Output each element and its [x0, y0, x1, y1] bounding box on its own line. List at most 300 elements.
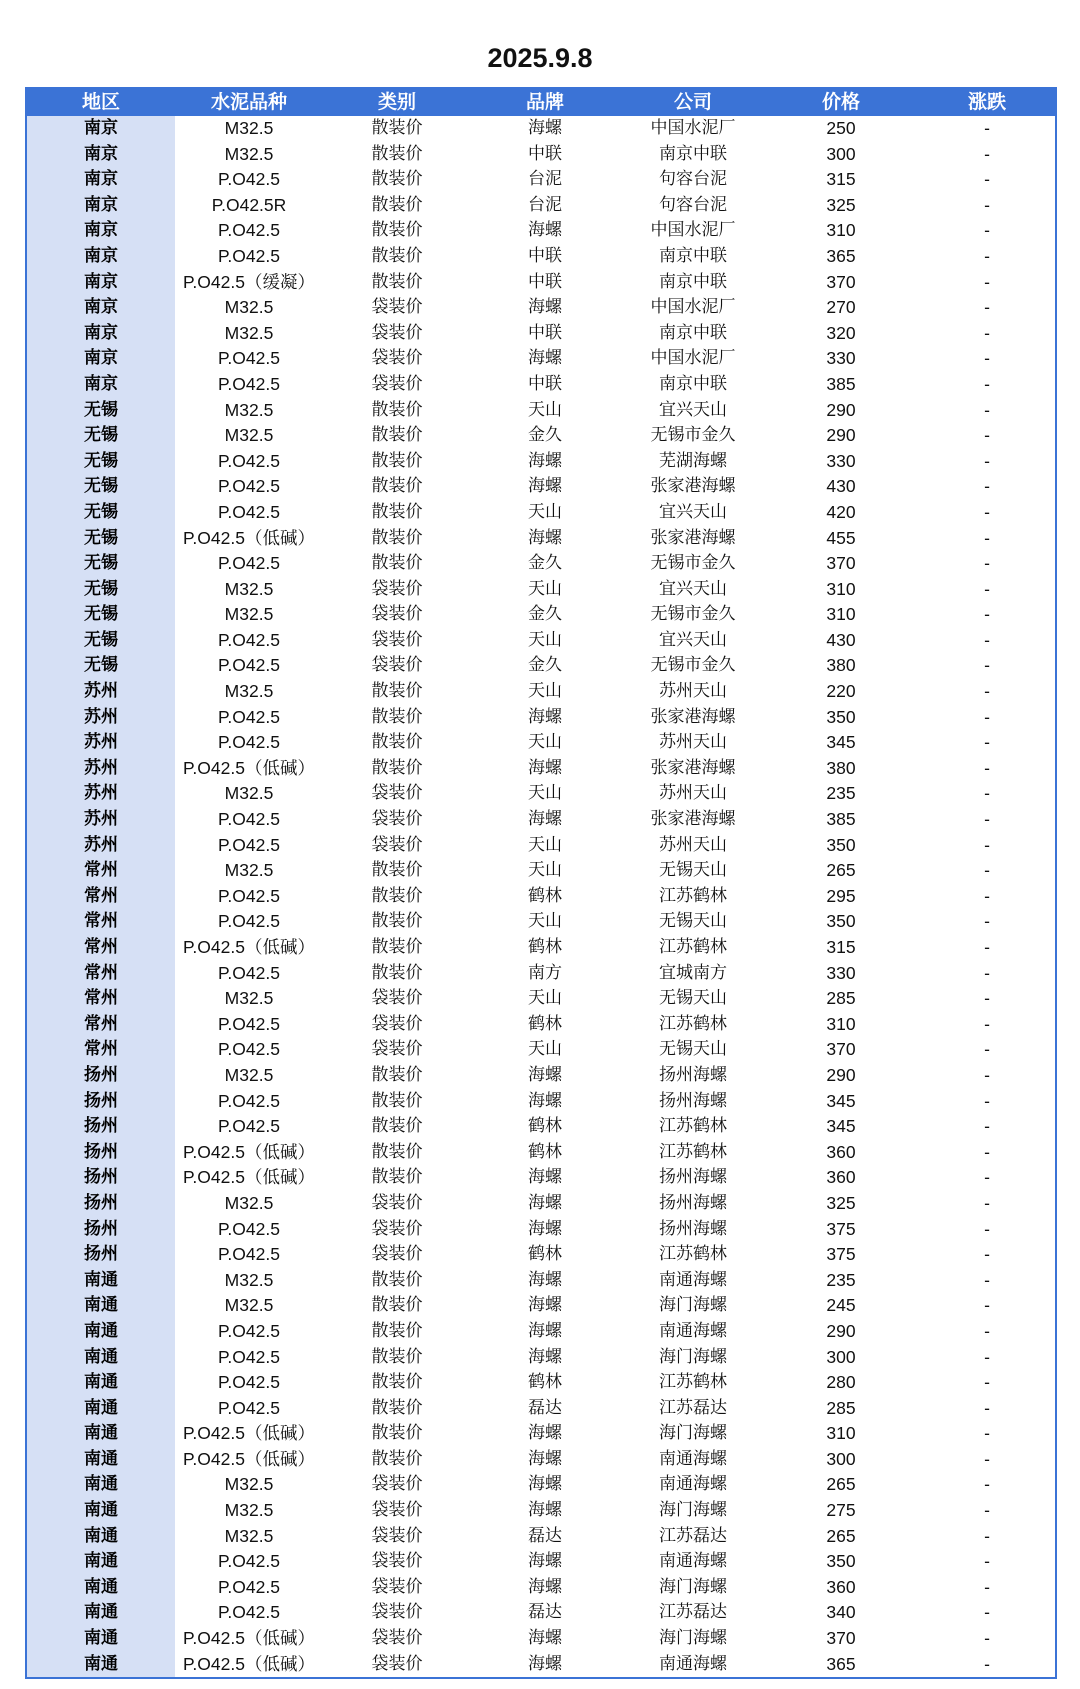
table-row	[27, 679, 1057, 705]
table-row	[27, 884, 1057, 910]
cell-variety: M32.5	[224, 297, 274, 318]
cell-company: 南通海螺	[659, 1474, 727, 1495]
cell-category: 散装价	[371, 450, 423, 471]
cell-company: 扬州海螺	[659, 1064, 727, 1085]
cell-variety: P.O42.5（低碱）	[183, 937, 315, 957]
cell-change: -	[984, 1141, 990, 1162]
cell-variety: M32.5	[224, 604, 274, 625]
cell-brand: 海螺	[528, 1576, 562, 1597]
cell-variety: P.O42.5	[218, 911, 280, 932]
cell-price: 385	[826, 373, 856, 394]
cell-price: 310	[826, 1423, 856, 1444]
cell-change: -	[984, 1602, 990, 1623]
cell-price: 310	[826, 220, 856, 241]
cell-region: 南通	[27, 1293, 175, 1319]
cell-price: 300	[826, 1346, 856, 1367]
cell-company: 苏州天山	[659, 783, 727, 804]
cell-region: 南京	[27, 346, 175, 372]
cell-price: 325	[826, 1192, 856, 1213]
cell-change: -	[984, 1218, 990, 1239]
cell-variety: P.O42.5	[218, 553, 280, 574]
cell-price: 340	[826, 1602, 856, 1623]
cell-category: 散装价	[371, 1116, 423, 1137]
cell-category: 散装价	[371, 706, 423, 727]
cell-company: 海门海螺	[659, 1295, 727, 1316]
table-row	[27, 1396, 1057, 1422]
table-row	[27, 270, 1057, 296]
cell-change: -	[984, 1397, 990, 1418]
cell-brand: 海螺	[528, 757, 562, 778]
cell-company: 江苏鹤林	[659, 1244, 727, 1265]
cell-category: 袋装价	[371, 783, 423, 804]
cell-category: 袋装价	[371, 1192, 423, 1213]
cell-change: -	[984, 476, 990, 497]
cell-region: 苏州	[27, 679, 175, 705]
cell-price: 315	[826, 169, 856, 190]
cell-brand: 中联	[528, 373, 562, 394]
cell-variety: P.O42.5（低碱）	[183, 1628, 315, 1649]
cell-price: 370	[826, 1039, 856, 1060]
cell-variety: P.O42.5	[218, 1218, 280, 1239]
cell-price: 370	[826, 271, 856, 292]
table-row	[27, 1472, 1057, 1498]
cell-brand: 磊达	[528, 1602, 562, 1623]
table-row	[27, 935, 1057, 961]
cell-price: 365	[826, 1653, 856, 1674]
cell-brand: 鹤林	[528, 1244, 562, 1265]
cell-category: 袋装价	[371, 1039, 423, 1060]
cell-price: 350	[826, 834, 856, 855]
cell-company: 海门海螺	[659, 1500, 727, 1521]
cell-price: 375	[826, 1244, 856, 1265]
cell-region: 南通	[27, 1600, 175, 1626]
cell-company: 张家港海螺	[650, 706, 736, 727]
cell-price: 220	[826, 681, 856, 702]
cell-variety: P.O42.5	[218, 501, 280, 522]
cell-change: -	[984, 1116, 990, 1137]
cell-category: 散装价	[371, 1397, 423, 1418]
cell-variety: M32.5	[224, 143, 274, 164]
cell-price: 455	[826, 527, 856, 548]
cell-variety: M32.5	[224, 1474, 274, 1495]
cell-brand: 天山	[528, 681, 562, 702]
cell-change: -	[984, 937, 990, 957]
cell-price: 300	[826, 1448, 856, 1469]
cell-brand: 天山	[528, 911, 562, 932]
cell-variety: P.O42.5（低碱）	[183, 1167, 315, 1188]
cell-company: 句容台泥	[659, 169, 727, 190]
cell-change: -	[984, 220, 990, 241]
cell-change: -	[984, 1346, 990, 1367]
cell-variety: M32.5	[224, 860, 274, 881]
cell-region: 常州	[27, 909, 175, 935]
cell-variety: P.O42.5	[218, 1320, 280, 1341]
table-row	[27, 551, 1057, 577]
cell-brand: 台泥	[528, 194, 562, 215]
cell-variety: P.O42.5	[218, 1039, 280, 1060]
cell-price: 330	[826, 450, 856, 471]
cell-category: 袋装价	[371, 834, 423, 855]
cell-region: 无锡	[27, 500, 175, 526]
cell-variety: P.O42.5	[218, 629, 280, 650]
cell-brand: 海螺	[528, 1320, 562, 1341]
cell-change: -	[984, 553, 990, 574]
cell-category: 散装价	[371, 476, 423, 497]
cell-price: 290	[826, 1064, 856, 1085]
cell-variety: P.O42.5	[218, 1116, 280, 1137]
cell-variety: P.O42.5	[218, 1013, 280, 1034]
table-row	[27, 474, 1057, 500]
table-row	[27, 653, 1057, 679]
cell-price: 350	[826, 1551, 856, 1572]
cell-brand: 天山	[528, 783, 562, 804]
cell-variety: M32.5	[224, 1295, 274, 1316]
cell-category: 散装价	[371, 1269, 423, 1290]
cell-price: 245	[826, 1295, 856, 1316]
cell-change: -	[984, 1167, 990, 1188]
cell-category: 散装价	[371, 1141, 423, 1162]
cell-brand: 海螺	[528, 348, 562, 369]
cell-change: -	[984, 783, 990, 804]
cell-company: 南京中联	[659, 143, 727, 164]
cell-category: 袋装价	[371, 1013, 423, 1034]
cell-region: 常州	[27, 1012, 175, 1038]
cell-brand: 海螺	[528, 1167, 562, 1188]
cell-change: -	[984, 1320, 990, 1341]
table-row	[27, 1140, 1057, 1166]
cell-variety: M32.5	[224, 988, 274, 1009]
cell-brand: 海螺	[528, 527, 562, 548]
cell-variety: P.O42.5	[218, 1244, 280, 1265]
cell-variety: M32.5	[224, 1525, 274, 1546]
cell-change: -	[984, 1244, 990, 1265]
cell-region: 扬州	[27, 1114, 175, 1140]
cell-price: 420	[826, 501, 856, 522]
cell-company: 无锡天山	[659, 911, 727, 932]
cell-company: 张家港海螺	[650, 476, 736, 497]
cell-change: -	[984, 1372, 990, 1393]
cell-category: 袋装价	[371, 1525, 423, 1546]
cell-region: 南通	[27, 1447, 175, 1473]
cell-price: 375	[826, 1218, 856, 1239]
table-row	[27, 244, 1057, 270]
cell-change: -	[984, 629, 990, 650]
cell-change: -	[984, 1551, 990, 1572]
cell-brand: 海螺	[528, 1500, 562, 1521]
cell-region: 南通	[27, 1575, 175, 1601]
cell-company: 中国水泥厂	[650, 348, 736, 369]
cell-category: 袋装价	[371, 1218, 423, 1239]
cell-change: -	[984, 1576, 990, 1597]
cell-category: 散装价	[371, 118, 423, 138]
cell-change: -	[984, 757, 990, 778]
cell-variety: M32.5	[224, 783, 274, 804]
cell-brand: 海螺	[528, 706, 562, 727]
cell-company: 南通海螺	[659, 1320, 727, 1341]
cell-region: 无锡	[27, 423, 175, 449]
cell-brand: 天山	[528, 629, 562, 650]
cell-variety: M32.5	[224, 1192, 274, 1213]
cell-brand: 天山	[528, 860, 562, 881]
cell-category: 袋装价	[371, 1576, 423, 1597]
cell-company: 江苏磊达	[659, 1525, 727, 1546]
cell-variety: M32.5	[224, 1500, 274, 1521]
cell-category: 散装价	[371, 962, 423, 983]
cell-price: 310	[826, 604, 856, 625]
cell-price: 265	[826, 860, 856, 881]
cell-price: 310	[826, 1013, 856, 1034]
cell-region: 南通	[27, 1498, 175, 1524]
cell-category: 袋装价	[371, 1602, 423, 1623]
cell-variety: M32.5	[224, 425, 274, 446]
table-row	[27, 1037, 1057, 1063]
cell-change: -	[984, 1269, 990, 1290]
cell-price: 285	[826, 1397, 856, 1418]
cell-region: 常州	[27, 961, 175, 987]
cell-region: 常州	[27, 986, 175, 1012]
table-row	[27, 1242, 1057, 1268]
table-row	[27, 1063, 1057, 1089]
table-row	[27, 628, 1057, 654]
cell-price: 275	[826, 1500, 856, 1521]
table-row	[27, 1600, 1057, 1626]
table-row	[27, 218, 1057, 244]
cell-change: -	[984, 860, 990, 881]
table-row	[27, 781, 1057, 807]
cell-variety: P.O42.5	[218, 885, 280, 906]
cell-price: 365	[826, 245, 856, 266]
cell-region: 苏州	[27, 807, 175, 833]
cell-change: -	[984, 348, 990, 369]
table-body	[27, 116, 1057, 1677]
cell-price: 285	[826, 988, 856, 1009]
cell-change: -	[984, 1448, 990, 1469]
table-row	[27, 449, 1057, 475]
header-company: 公司	[619, 89, 767, 116]
cell-company: 江苏磊达	[659, 1602, 727, 1623]
cell-change: -	[984, 425, 990, 446]
cell-region: 南京	[27, 218, 175, 244]
cell-category: 散装价	[371, 1295, 423, 1316]
cell-variety: P.O42.5	[218, 373, 280, 394]
cell-category: 袋装价	[371, 322, 423, 343]
header-category: 类别	[323, 89, 471, 116]
table-row	[27, 321, 1057, 347]
cell-region: 苏州	[27, 730, 175, 756]
cell-region: 无锡	[27, 653, 175, 679]
cell-company: 海门海螺	[659, 1346, 727, 1367]
cell-region: 无锡	[27, 398, 175, 424]
cell-region: 扬州	[27, 1063, 175, 1089]
cell-region: 无锡	[27, 551, 175, 577]
table-row	[27, 1575, 1057, 1601]
cell-price: 280	[826, 1372, 856, 1393]
cell-price: 360	[826, 1141, 856, 1162]
table-row	[27, 193, 1057, 219]
cell-company: 江苏鹤林	[659, 1141, 727, 1162]
cell-region: 扬州	[27, 1165, 175, 1191]
cell-category: 散装价	[371, 681, 423, 702]
cell-region: 南通	[27, 1524, 175, 1550]
cell-variety: P.O42.5（低碱）	[183, 757, 315, 778]
cell-variety: P.O42.5	[218, 1346, 280, 1367]
table-row	[27, 858, 1057, 884]
cell-brand: 金久	[528, 655, 562, 676]
cell-variety: P.O42.5	[218, 706, 280, 727]
table-row	[27, 1089, 1057, 1115]
cell-category: 散装价	[371, 885, 423, 906]
cell-category: 散装价	[371, 911, 423, 932]
cell-variety: P.O42.5	[218, 732, 280, 753]
cell-region: 常州	[27, 884, 175, 910]
cell-category: 散装价	[371, 143, 423, 164]
cell-category: 袋装价	[371, 655, 423, 676]
cell-company: 宜兴天山	[659, 501, 727, 522]
table-row	[27, 1447, 1057, 1473]
cell-company: 中国水泥厂	[650, 297, 736, 318]
cell-variety: P.O42.5	[218, 834, 280, 855]
table-row	[27, 116, 1057, 142]
cell-company: 宜兴天山	[659, 399, 727, 420]
table-row	[27, 346, 1057, 372]
cell-category: 袋装价	[371, 988, 423, 1009]
cell-brand: 海螺	[528, 1064, 562, 1085]
cell-category: 散装价	[371, 399, 423, 420]
cell-price: 385	[826, 809, 856, 830]
cell-company: 张家港海螺	[650, 757, 736, 778]
cell-variety: P.O42.5（低碱）	[183, 1448, 315, 1469]
cell-variety: P.O42.5	[218, 809, 280, 830]
cell-brand: 海螺	[528, 1448, 562, 1469]
header-price: 价格	[767, 89, 915, 116]
cell-brand: 鹤林	[528, 1141, 562, 1162]
cell-brand: 海螺	[528, 1192, 562, 1213]
cell-category: 散装价	[371, 1167, 423, 1188]
cell-company: 扬州海螺	[659, 1192, 727, 1213]
table-row	[27, 372, 1057, 398]
cell-brand: 磊达	[528, 1397, 562, 1418]
cell-change: -	[984, 911, 990, 932]
cell-region: 南通	[27, 1345, 175, 1371]
cell-brand: 天山	[528, 834, 562, 855]
cell-company: 南通海螺	[659, 1551, 727, 1572]
cell-change: -	[984, 143, 990, 164]
cell-company: 南通海螺	[659, 1269, 727, 1290]
cell-region: 南京	[27, 142, 175, 168]
cell-category: 袋装价	[371, 1551, 423, 1572]
cell-price: 360	[826, 1576, 856, 1597]
cell-region: 南通	[27, 1370, 175, 1396]
table-row	[27, 1345, 1057, 1371]
cell-region: 南通	[27, 1396, 175, 1422]
cell-region: 无锡	[27, 628, 175, 654]
cell-company: 扬州海螺	[659, 1218, 727, 1239]
cell-category: 散装价	[371, 194, 423, 215]
table-row	[27, 1268, 1057, 1294]
table-row	[27, 1114, 1057, 1140]
cell-region: 扬州	[27, 1217, 175, 1243]
cell-company: 宜城南方	[659, 962, 727, 983]
cell-change: -	[984, 578, 990, 599]
cell-change: -	[984, 1090, 990, 1111]
cell-category: 袋装价	[371, 348, 423, 369]
cell-change: -	[984, 169, 990, 190]
cell-change: -	[984, 834, 990, 855]
cell-price: 380	[826, 655, 856, 676]
table-row	[27, 1217, 1057, 1243]
cell-change: -	[984, 1474, 990, 1495]
cell-company: 南通海螺	[659, 1448, 727, 1469]
cell-region: 无锡	[27, 526, 175, 552]
cell-region: 南京	[27, 321, 175, 347]
cell-brand: 鹤林	[528, 1013, 562, 1034]
cell-brand: 鹤林	[528, 885, 562, 906]
table-row	[27, 961, 1057, 987]
cell-brand: 天山	[528, 732, 562, 753]
cell-company: 中国水泥厂	[650, 220, 736, 241]
cell-variety: P.O42.5（低碱）	[183, 1141, 315, 1162]
cell-variety: P.O42.5	[218, 450, 280, 471]
cell-region: 南通	[27, 1652, 175, 1678]
cell-variety: P.O42.5（低碱）	[183, 1423, 315, 1444]
header-brand: 品牌	[471, 89, 619, 116]
cell-change: -	[984, 194, 990, 215]
table-row	[27, 1370, 1057, 1396]
cell-change: -	[984, 655, 990, 676]
cell-brand: 海螺	[528, 297, 562, 318]
cell-brand: 中联	[528, 245, 562, 266]
cell-region: 无锡	[27, 602, 175, 628]
cell-region: 苏州	[27, 833, 175, 859]
header-change: 涨跌	[915, 89, 1057, 116]
cell-region: 常州	[27, 1037, 175, 1063]
cell-price: 315	[826, 937, 856, 957]
cell-variety: M32.5	[224, 399, 274, 420]
cell-category: 散装价	[371, 1346, 423, 1367]
cell-price: 235	[826, 1269, 856, 1290]
cell-brand: 金久	[528, 553, 562, 574]
cell-price: 430	[826, 629, 856, 650]
cell-change: -	[984, 681, 990, 702]
cell-category: 散装价	[371, 220, 423, 241]
cell-change: -	[984, 1628, 990, 1649]
cell-change: -	[984, 527, 990, 548]
cell-change: -	[984, 732, 990, 753]
cell-change: -	[984, 1039, 990, 1060]
cell-change: -	[984, 1653, 990, 1674]
cell-brand: 海螺	[528, 220, 562, 241]
cell-region: 扬州	[27, 1242, 175, 1268]
cell-region: 常州	[27, 858, 175, 884]
cell-price: 345	[826, 732, 856, 753]
cell-category: 散装价	[371, 1423, 423, 1444]
cell-price: 310	[826, 578, 856, 599]
cell-region: 扬州	[27, 1191, 175, 1217]
cell-variety: P.O42.5（缓凝）	[183, 271, 315, 292]
table-row	[27, 1012, 1057, 1038]
table-row	[27, 1652, 1057, 1678]
cell-brand: 海螺	[528, 1295, 562, 1316]
cell-category: 袋装价	[371, 809, 423, 830]
cell-change: -	[984, 885, 990, 906]
table-row	[27, 1626, 1057, 1652]
cell-price: 360	[826, 1167, 856, 1188]
table-row	[27, 807, 1057, 833]
cell-brand: 海螺	[528, 1628, 562, 1649]
cell-variety: M32.5	[224, 681, 274, 702]
cell-category: 袋装价	[371, 629, 423, 650]
cell-change: -	[984, 399, 990, 420]
